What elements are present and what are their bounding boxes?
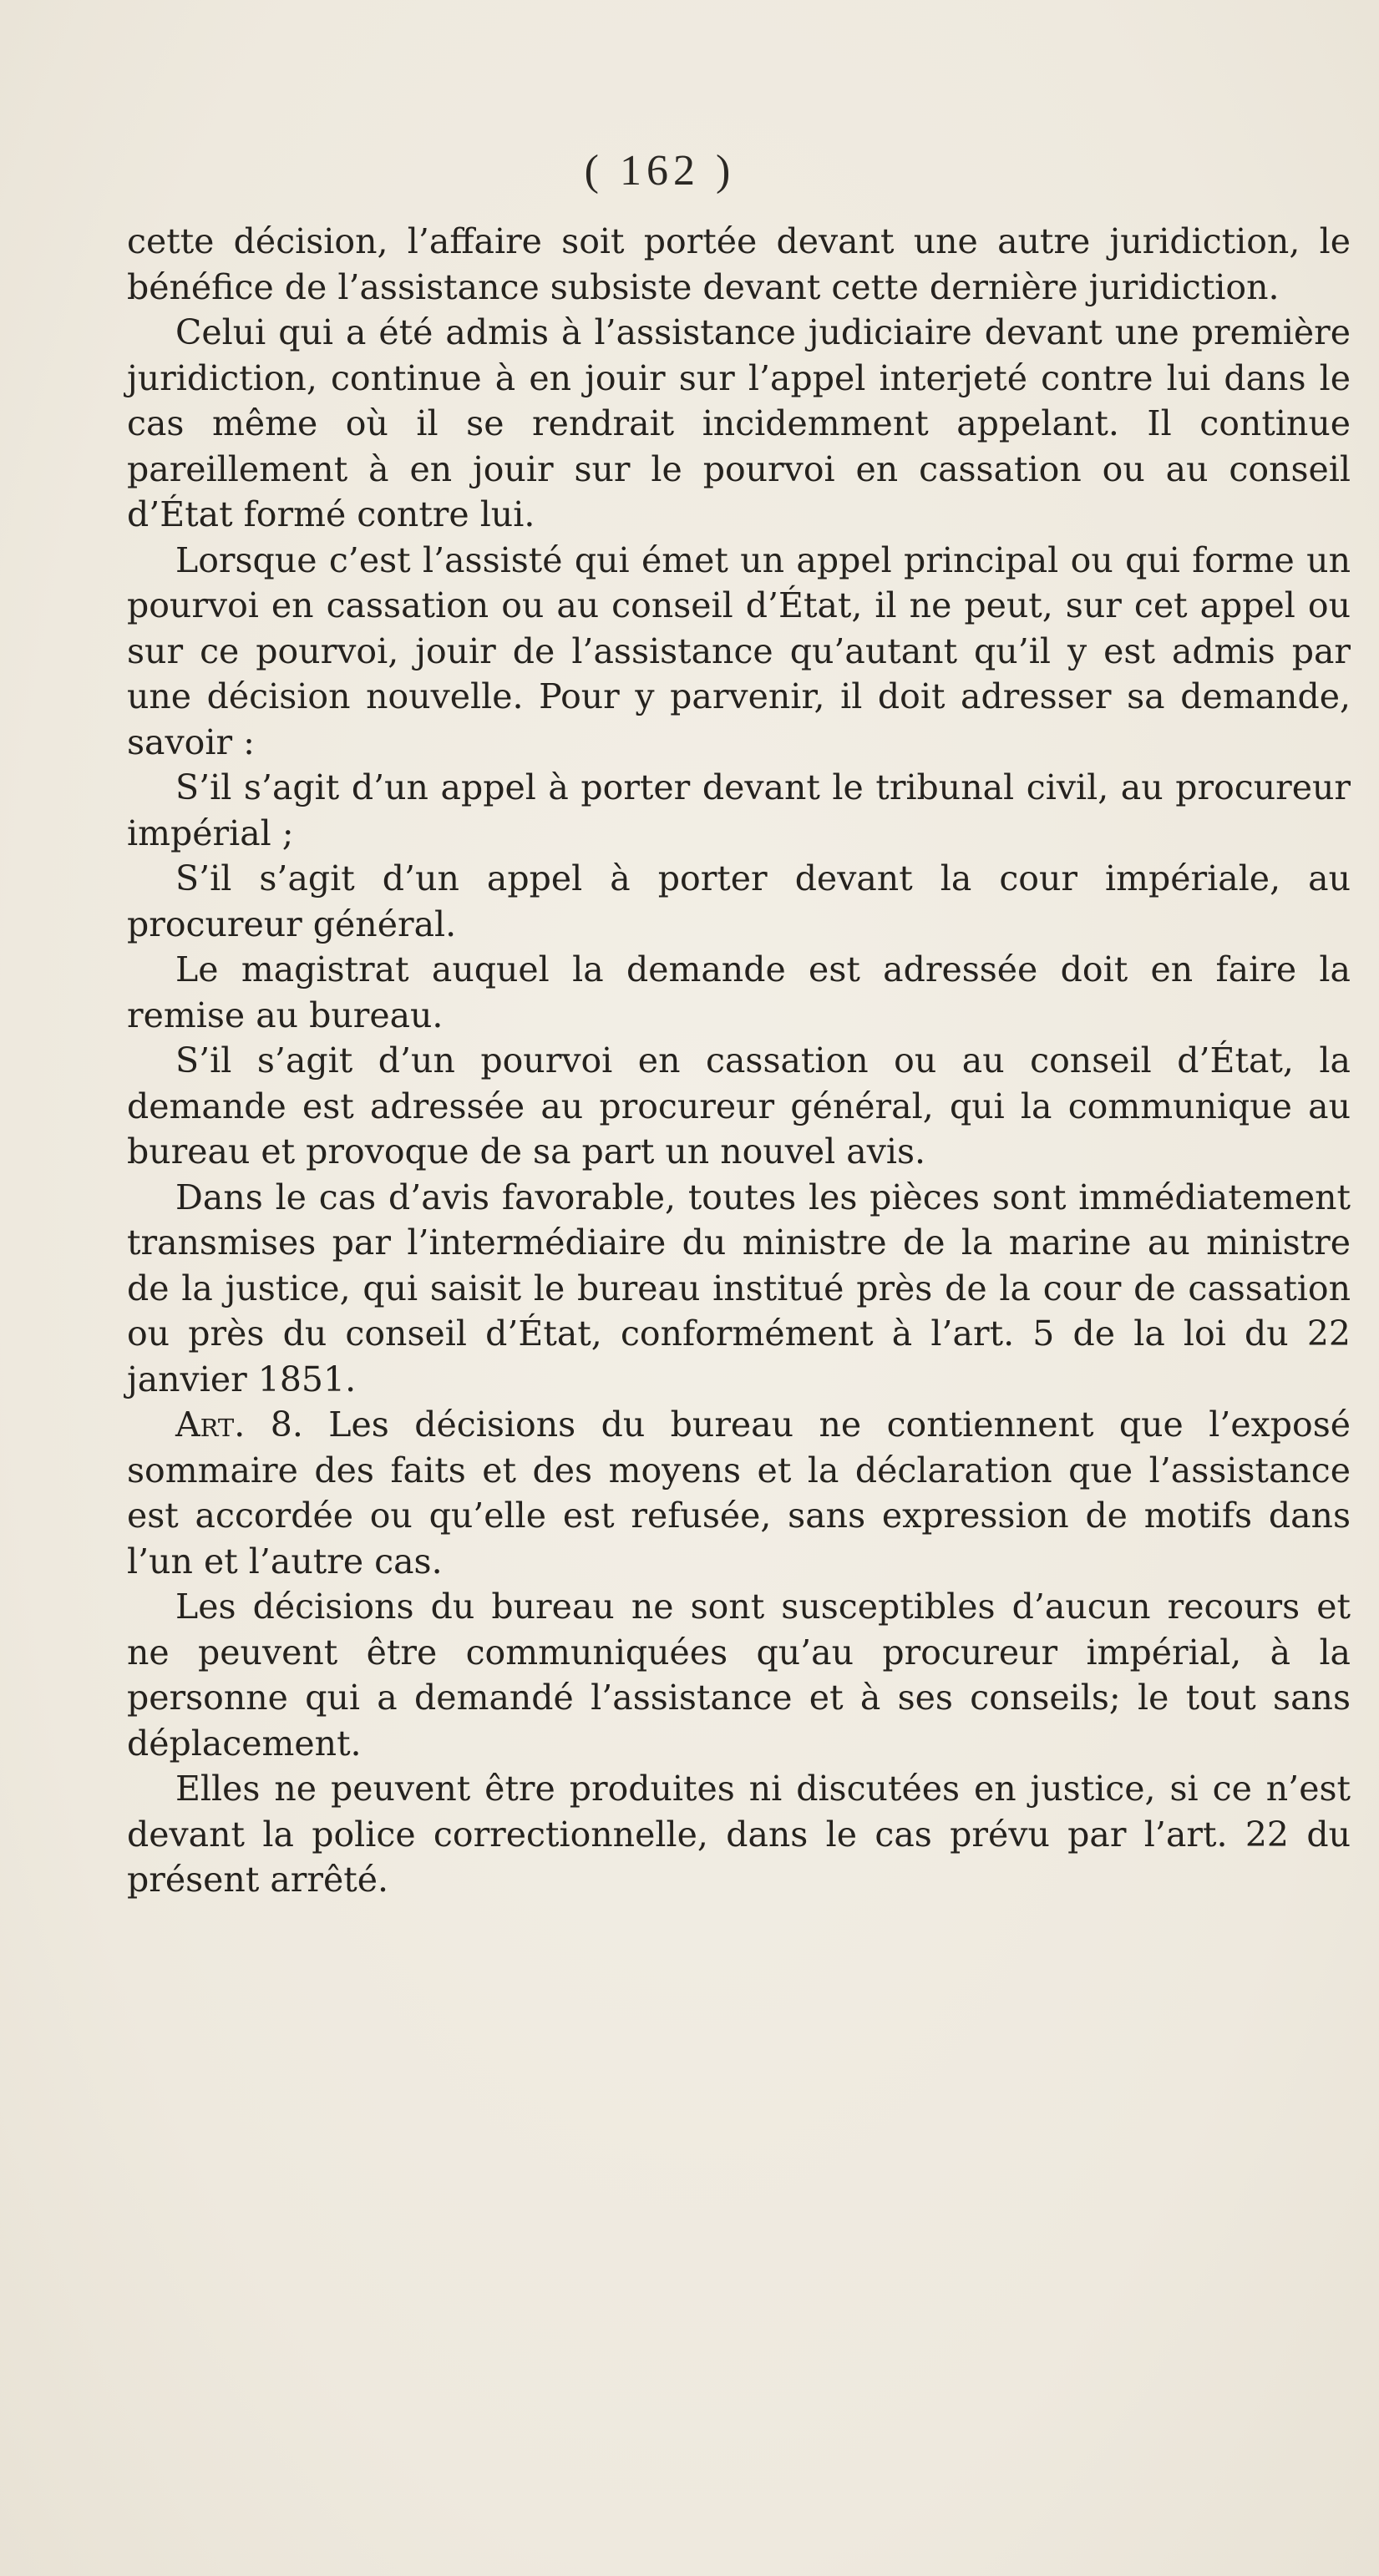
article-label: Art. xyxy=(175,1404,246,1445)
paragraph: S’il s’agit d’un pourvoi en cassation ou au conseil d’État, la demande est adressée au procureur général, qui la communique au bureau et provoque de sa part un nouvel avis. xyxy=(127,1040,1351,1172)
paragraph: Les décisions du bureau ne sont susceptibles d’aucun recours et ne peuvent être communiquées qu’au procureur impérial, à la personne qui a demandé l’assistance et à ses conseils; le tout sans déplacement. xyxy=(127,1587,1351,1764)
paragraph-continuation: cette décision, l’affaire soit portée devant une autre juridiction, le bénéfice de l’assistance subsiste devant cette dernière juridiction. xyxy=(127,221,1351,307)
paragraph: S’il s’agit d’un appel à porter devant le tribunal civil, au procureur impérial ; xyxy=(127,767,1351,853)
paragraph: S’il s’agit d’un appel à porter devant la cour impériale, au procureur général. xyxy=(127,858,1351,944)
paragraph: Celui qui a été admis à l’assistance judiciaire devant une première juridiction, continue à en jouir sur l’appel interjeté contre lui dans le cas même où il se rendrait incidemment appelant. Il continue pareillement à en jouir sur le pourvoi en cassation ou au conseil d’État formé contre lui. xyxy=(127,312,1351,534)
article-paragraph xyxy=(127,1402,1351,1584)
body-text xyxy=(127,219,1351,1903)
paragraph: Elles ne peuvent être produites ni discutées en justice, si ce n’est devant la police correctionnelle, dans le cas prévu par l’art. 22 du présent arrêté. xyxy=(127,1769,1351,1900)
page-number: ( 162 ) xyxy=(584,147,736,195)
paragraph: Dans le cas d’avis favorable, toutes les pièces sont immédiatement transmises par l’intermédiaire du ministre de la marine au ministre de la justice, qui saisit le bureau institué près de la cour de cassation ou près du conseil d’État, conformément à l’art. 5 de la loi du 22 janvier 1851. xyxy=(127,1177,1351,1399)
paragraph: Le magistrat auquel la demande est adressée doit en faire la remise au bureau. xyxy=(127,949,1351,1035)
article-text: 8. Les décisions du bureau ne contiennent que l’exposé sommaire des faits et des moyens et la déclaration que l’assistance est accordée ou qu’elle est refusée, sans expression de motifs dans l’un et l’autre cas. xyxy=(127,1404,1351,1582)
paragraph: Lorsque c’est l’assisté qui émet un appel principal ou qui forme un pourvoi en cassation ou au conseil d’État, il ne peut, sur cet appel ou sur ce pourvoi, jouir de l’assistance qu’autant qu’il y est admis par une décision nouvelle. Pour y parvenir, il doit adresser sa demande, savoir : xyxy=(127,539,1351,762)
